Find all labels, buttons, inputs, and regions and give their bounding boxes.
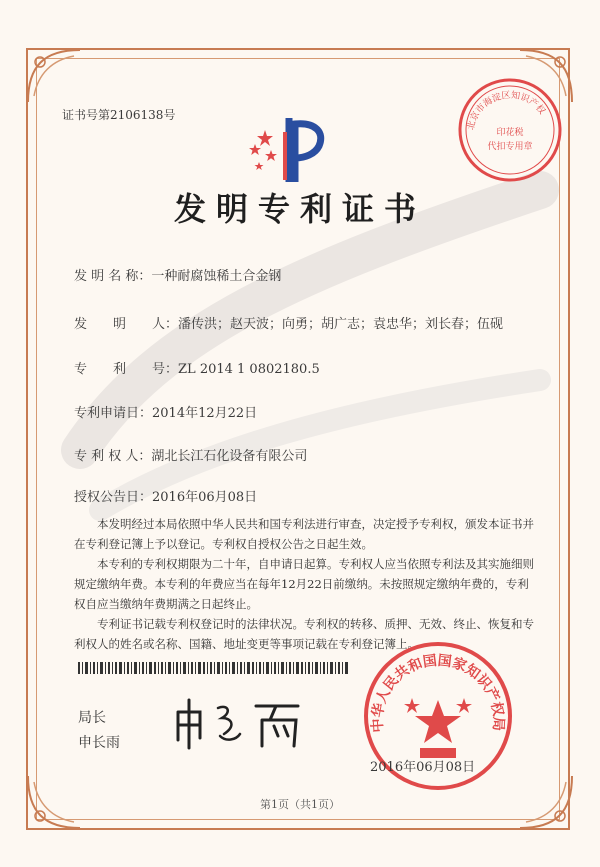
body-paragraph: 本发明经过本局依照中华人民共和国专利法进行审查，决定授予专利权，颁发本证书并在专利登记簿上予以登记。专利权自授权公告之日起生效。 — [74, 517, 534, 551]
barcode — [78, 662, 348, 674]
field-value: 潘传洪；赵天波；向勇；胡广志；袁忠华；刘长春；伍砚 — [178, 317, 504, 332]
field-label: 发 明 名 称： — [74, 269, 152, 284]
page-number: 第1页（共1页） — [260, 798, 340, 811]
top-seal-line2: 代扣专用章 — [487, 142, 533, 152]
big-seal-text: 中华人民共和国国家知识产权局 — [369, 652, 507, 733]
field-patent-number — [74, 358, 320, 377]
top-seal-outer-text: 北京市海淀区知识产权 — [466, 90, 547, 132]
certificate-number: 证书号第2106138号 — [62, 108, 176, 122]
svg-text:北京市海淀区知识产权 — [464, 89, 548, 131]
field-value: ZL 2014 1 0802180.5 — [178, 362, 320, 377]
certificate-body-text — [74, 514, 534, 654]
field-label: 发 明 人： — [74, 317, 179, 332]
handwritten-signature — [170, 690, 310, 750]
field-label: 专 利 号： — [74, 362, 179, 377]
field-label: 专 利 权 人： — [74, 449, 152, 464]
director-name: 申长雨 — [78, 735, 120, 751]
field-patentee — [74, 445, 307, 464]
field-value: 2016年06月08日 — [152, 490, 258, 505]
body-paragraph: 本专利的专利权期限为二十年，自申请日起算。专利权人应当依照专利法及其实施细则规定缴纳年费。本专利的年费应当在每年12月22日前缴纳。未按照规定缴纳年费的，专利权自应当缴纳年费期满之日起终止。 — [74, 557, 534, 611]
field-invention-name — [74, 265, 281, 284]
field-application-date — [74, 402, 257, 421]
director-title: 局长 — [78, 710, 106, 726]
field-value: 2014年12月22日 — [152, 406, 258, 421]
field-value: 一种耐腐蚀稀土合金钢 — [151, 269, 282, 284]
field-value: 湖北长江石化设备有限公司 — [151, 449, 308, 464]
body-paragraph: 专利证书记载专利权登记时的法律状况。专利权的转移、质押、无效、终止、恢复和专利权人的姓名或名称、国籍、地址变更等事项记载在专利登记簿上。 — [74, 617, 534, 651]
sipo-logo-icon — [245, 110, 345, 182]
top-seal-line1: 印花税 — [496, 128, 524, 138]
field-label: 专利申请日： — [74, 406, 153, 421]
field-grant-date — [74, 486, 257, 505]
certificate-title: 发明专利证书 — [173, 190, 426, 228]
issue-date: 2016年06月08日 — [370, 760, 476, 775]
field-label: 授权公告日： — [74, 490, 153, 505]
corner-ornament-top-left — [24, 46, 84, 106]
field-inventors — [74, 313, 503, 332]
tax-seal-stamp — [455, 75, 565, 185]
